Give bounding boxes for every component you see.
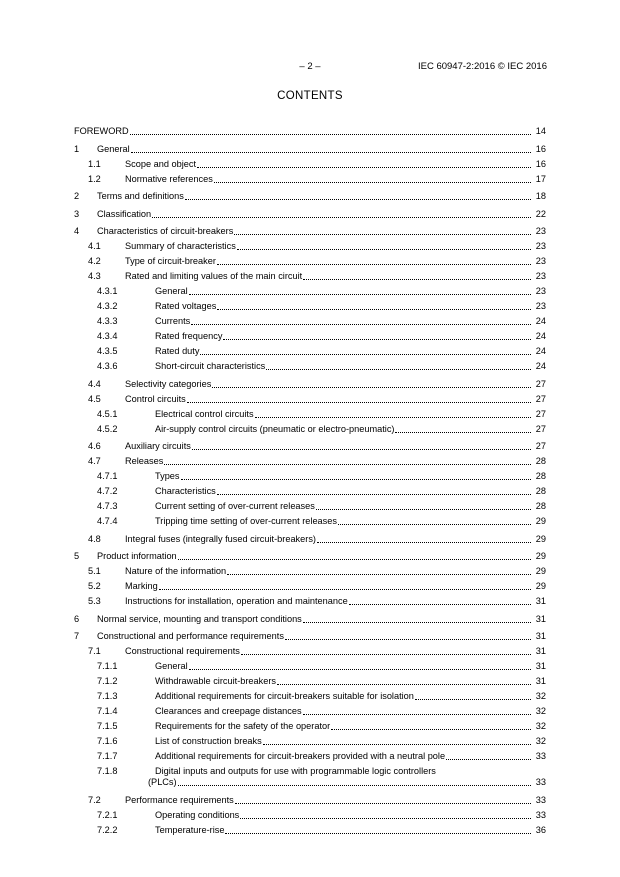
toc-entry[interactable]: [74, 791, 546, 806]
toc-entry-page-number: 17: [535, 173, 546, 184]
dot-leader: [255, 417, 531, 418]
toc-entry-page-number: 32: [535, 706, 546, 716]
toc-entry-page-number: 24: [535, 316, 546, 326]
toc-entry-page-number: 33: [535, 777, 546, 787]
toc-entry-page-number: 31: [535, 613, 546, 624]
dot-leader: [159, 589, 531, 590]
dot-leader: [240, 818, 531, 819]
toc-entry-number: 4.7.1: [97, 471, 118, 481]
toc-entry[interactable]: [74, 342, 546, 357]
dot-leader: [200, 354, 531, 355]
toc-entry[interactable]: [74, 702, 546, 717]
toc-entry[interactable]: [74, 437, 546, 452]
toc-entry-title: FOREWORD: [74, 126, 129, 136]
toc-entry-number: 4: [74, 226, 80, 236]
toc-entry-page-number: 31: [535, 631, 546, 641]
toc-entry-page-number: 27: [535, 441, 546, 451]
toc-entry[interactable]: [74, 237, 546, 252]
toc-entry-title: Constructional requirements: [125, 646, 240, 656]
toc-entry-page-number: 27: [535, 393, 546, 404]
dot-leader: [164, 464, 531, 465]
toc-entry-page-number: 28: [535, 501, 546, 511]
toc-entry-page-number: 36: [535, 824, 546, 835]
toc-entry-title: Current setting of over-current releases: [155, 501, 315, 511]
toc-entry-title: Tripping time setting of over-current releases: [155, 516, 337, 526]
toc-entry-page-number: 29: [535, 533, 546, 544]
toc-entry-number: 6: [74, 613, 80, 624]
toc-entry-number: 4.7.3: [97, 501, 118, 511]
toc-entry[interactable]: [74, 717, 546, 732]
toc-entry-title: Summary of characteristics: [125, 241, 236, 251]
toc-entry[interactable]: [74, 205, 546, 220]
toc-entry-number: 1.1: [88, 158, 101, 169]
dot-leader: [227, 574, 531, 575]
toc-entry-page-number: 23: [535, 271, 546, 281]
toc-entry-title: General: [155, 661, 188, 671]
toc-entry-page-number: 31: [535, 646, 546, 656]
toc-entry-title: Marking: [125, 581, 158, 591]
dot-leader: [263, 744, 531, 745]
toc-entry[interactable]: [74, 762, 546, 788]
toc-entry-title: Integral fuses (integrally fused circuit-breakers): [125, 533, 316, 544]
toc-entry-title: Rated frequency: [155, 331, 223, 341]
toc-entry-title: Characteristics: [155, 486, 216, 496]
dot-leader: [187, 402, 531, 403]
toc-entry-number: 7.2.1: [97, 809, 118, 820]
toc-entry-page-number: 27: [535, 423, 546, 434]
toc-entry[interactable]: [74, 390, 546, 405]
dot-leader: [395, 432, 531, 433]
dot-leader: [152, 217, 531, 218]
toc-entry-title: Short-circuit characteristics: [155, 361, 266, 371]
toc-entry-page-number: 24: [535, 346, 546, 356]
toc-entry-title: Nature of the information: [125, 566, 227, 576]
toc-entry-number: 3: [74, 208, 80, 219]
toc-entry[interactable]: [74, 642, 546, 657]
toc-entry-number: 4.6: [88, 441, 101, 451]
dot-leader: [189, 294, 531, 295]
toc-entry-title: Terms and definitions: [97, 191, 184, 201]
dot-leader: [131, 152, 531, 153]
toc-entry-page-number: 28: [535, 486, 546, 496]
toc-entry[interactable]: [74, 187, 546, 202]
toc-entry-number: 7.1.4: [97, 706, 118, 716]
toc-entry-page-number: 28: [535, 471, 546, 481]
toc-entry-number: 7.1.5: [97, 721, 118, 731]
dot-leader: [185, 199, 531, 200]
toc-entry[interactable]: [74, 821, 546, 836]
toc-entry-page-number: 24: [535, 331, 546, 341]
toc-entry-page-number: 27: [535, 378, 546, 389]
dot-leader: [338, 524, 531, 525]
toc-entry[interactable]: [74, 222, 546, 237]
toc-entry-title: Rated voltages: [155, 301, 217, 311]
toc-entry-title: Withdrawable circuit-breakers: [155, 676, 277, 686]
toc-entry-page-number: 23: [535, 301, 546, 311]
dot-leader: [217, 264, 531, 265]
dot-leader: [303, 714, 531, 715]
toc-entry-number: 5.1: [88, 566, 101, 576]
toc-entry-title: Additional requirements for circuit-breakers suitable for isolation: [155, 691, 414, 701]
dot-leader: [234, 234, 531, 235]
toc-entry-page-number: 31: [535, 676, 546, 686]
dot-leader: [446, 759, 531, 760]
toc-entry-title: Clearances and creepage distances: [155, 706, 302, 716]
dot-leader: [189, 669, 531, 670]
toc-entry-number: 4.4: [88, 378, 101, 389]
toc-entry-number: 7.1.6: [97, 736, 118, 746]
toc-entry-number: 5.3: [88, 596, 101, 606]
toc-entry[interactable]: [74, 482, 546, 497]
toc-entry-number: 7.1.8: [97, 766, 118, 776]
dot-leader: [316, 509, 531, 510]
toc-entry-page-number: 27: [535, 408, 546, 419]
toc-entry[interactable]: [74, 312, 546, 327]
toc-entry-title: Constructional and performance requirements: [97, 631, 284, 641]
toc-entry-number: 4.3.6: [97, 361, 118, 371]
toc-entry-number: 4.5.1: [97, 408, 118, 419]
toc-entry-page-number: 33: [535, 809, 546, 820]
dot-leader: [235, 803, 531, 804]
toc-entry-number: 7.1.7: [97, 751, 118, 761]
toc-entry-title: Normal service, mounting and transport conditions: [97, 613, 302, 624]
toc-entry-title: Normative references: [125, 173, 213, 184]
toc-entry-title: Type of circuit-breaker: [125, 256, 216, 266]
toc-entry-page-number: 24: [535, 361, 546, 371]
toc-entry[interactable]: [74, 252, 546, 267]
dot-leader: [415, 699, 531, 700]
table-of-contents: [74, 122, 546, 836]
toc-entry-title: Electrical control circuits: [155, 408, 254, 419]
dot-leader: [217, 494, 531, 495]
toc-entry[interactable]: [74, 420, 546, 435]
toc-entry[interactable]: [74, 747, 546, 762]
dot-leader: [223, 339, 531, 340]
toc-entry-number: 7.1.1: [97, 661, 118, 671]
toc-entry-title: Selectivity categories: [125, 378, 212, 389]
toc-entry-page-number: 32: [535, 721, 546, 731]
toc-entry-title: Releases: [125, 456, 164, 466]
dot-leader: [349, 604, 531, 605]
toc-entry[interactable]: [74, 672, 546, 687]
dot-leader: [192, 449, 531, 450]
toc-entry-page-number: 33: [535, 794, 546, 805]
toc-entry[interactable]: [74, 547, 546, 562]
dot-leader: [130, 134, 531, 135]
toc-entry[interactable]: [74, 577, 546, 592]
toc-entry-title-line1: Digital inputs and outputs for use with programmable logic controllers: [155, 766, 436, 776]
toc-entry-title: Rated and limiting values of the main circuit: [125, 271, 303, 281]
toc-entry[interactable]: [74, 405, 546, 420]
toc-entry[interactable]: [74, 562, 546, 577]
dot-leader: [212, 387, 531, 388]
dot-leader: [317, 542, 531, 543]
toc-entry-number: 4.5: [88, 393, 101, 404]
toc-entry-title: Operating conditions: [155, 809, 240, 820]
toc-entry-page-number: 14: [535, 126, 546, 136]
toc-entry-number: 7.1.2: [97, 676, 118, 686]
dot-leader: [178, 785, 531, 786]
toc-entry[interactable]: [74, 497, 546, 512]
toc-entry[interactable]: [74, 140, 546, 155]
dot-leader: [303, 279, 531, 280]
toc-entry[interactable]: [74, 282, 546, 297]
dot-leader: [217, 309, 531, 310]
toc-entry-page-number: 16: [535, 158, 546, 169]
toc-entry-title: General: [155, 286, 188, 296]
toc-entry-title: Instructions for installation, operation and maintenance: [125, 596, 348, 606]
toc-entry-number: 5: [74, 551, 80, 561]
toc-entry[interactable]: [74, 452, 546, 467]
toc-entry-page-number: 29: [535, 551, 546, 561]
toc-entry-number: 4.7.2: [97, 486, 118, 496]
dot-leader: [181, 479, 531, 480]
toc-entry[interactable]: [74, 687, 546, 702]
toc-entry[interactable]: [74, 627, 546, 642]
dot-leader: [191, 324, 531, 325]
toc-entry[interactable]: [74, 155, 546, 170]
toc-entry[interactable]: [74, 592, 546, 607]
toc-entry-page-number: 23: [535, 256, 546, 266]
toc-entry-title: General: [97, 143, 130, 154]
toc-entry[interactable]: [74, 467, 546, 482]
toc-entry-page-number: 32: [535, 736, 546, 746]
toc-entry-title: Air-supply control circuits (pneumatic or electro-pneumatic): [155, 423, 395, 434]
dot-leader: [178, 559, 531, 560]
toc-entry-page-number: 23: [535, 226, 546, 236]
toc-entry-number: 7.2: [88, 794, 101, 805]
toc-entry[interactable]: [74, 732, 546, 747]
toc-entry-page-number: 18: [535, 191, 546, 201]
dot-leader: [241, 654, 531, 655]
toc-entry-number: 4.7.4: [97, 516, 118, 526]
toc-entry-page-number: 28: [535, 456, 546, 466]
toc-entry-number: 2: [74, 191, 80, 201]
toc-entry-page-number: 33: [535, 751, 546, 761]
toc-entry-number: 4.3: [88, 271, 101, 281]
toc-entry-title: Characteristics of circuit-breakers: [97, 226, 234, 236]
toc-entry[interactable]: [74, 122, 546, 137]
toc-entry[interactable]: [74, 657, 546, 672]
dot-leader: [331, 729, 531, 730]
toc-entry-page-number: 16: [535, 143, 546, 154]
dot-leader: [237, 249, 531, 250]
toc-entry[interactable]: [74, 357, 546, 372]
toc-entry-title: Types: [155, 471, 180, 481]
page-number-header: – 2 –: [299, 61, 321, 72]
toc-entry-title: Temperature-rise: [155, 824, 225, 835]
toc-entry-number: 4.8: [88, 533, 101, 544]
toc-entry-number: 7: [74, 631, 80, 641]
toc-entry-page-number: 23: [535, 286, 546, 296]
dot-leader: [214, 182, 531, 183]
toc-entry-number: 7.2.2: [97, 824, 118, 835]
dot-leader: [225, 833, 531, 834]
toc-entry-number: 7.1.3: [97, 691, 118, 701]
toc-entry-page-number: 31: [535, 596, 546, 606]
toc-entry[interactable]: [74, 610, 546, 625]
dot-leader: [277, 684, 531, 685]
toc-entry-page-number: 29: [535, 581, 546, 591]
toc-entry-number: 4.1: [88, 241, 101, 251]
toc-entry-title: (PLCs): [148, 777, 177, 787]
toc-entry[interactable]: [74, 375, 546, 390]
toc-entry-title: Product information: [97, 551, 177, 561]
toc-entry[interactable]: [74, 530, 546, 545]
contents-title: CONTENTS: [277, 90, 343, 102]
dot-leader: [266, 369, 531, 370]
dot-leader: [285, 639, 531, 640]
toc-entry-title: Additional requirements for circuit-breakers provided with a neutral pole: [155, 751, 446, 761]
toc-entry-title: Control circuits: [125, 393, 186, 404]
toc-entry[interactable]: [74, 327, 546, 342]
toc-entry-number: 4.3.5: [97, 346, 118, 356]
toc-entry[interactable]: [74, 806, 546, 821]
toc-entry-number: 1.2: [88, 173, 101, 184]
toc-entry-title: Requirements for the safety of the operator: [155, 721, 331, 731]
toc-entry-page-number: 22: [535, 208, 546, 219]
standard-reference-header: IEC 60947-2:2016 © IEC 2016: [417, 61, 547, 72]
toc-entry-title: Classification: [97, 208, 152, 219]
toc-entry-number: 4.3.3: [97, 316, 118, 326]
toc-entry-page-number: 23: [535, 241, 546, 251]
toc-entry-title: Currents: [155, 316, 191, 326]
toc-entry-number: 4.3.4: [97, 331, 118, 341]
toc-entry-page-number: 29: [535, 516, 546, 526]
dot-leader: [197, 167, 531, 168]
toc-entry-title: Rated duty: [155, 346, 200, 356]
toc-entry[interactable]: [74, 512, 546, 527]
toc-entry-title: Performance requirements: [125, 794, 234, 805]
toc-entry-number: 4.2: [88, 256, 101, 266]
toc-entry[interactable]: [74, 267, 546, 282]
toc-entry-number: 4.5.2: [97, 423, 118, 434]
toc-entry-page-number: 29: [535, 566, 546, 576]
toc-entry-page-number: 32: [535, 691, 546, 701]
toc-entry-title: List of construction breaks: [155, 736, 262, 746]
toc-entry-title: Scope and object: [125, 158, 197, 169]
toc-entry-page-number: 31: [535, 661, 546, 671]
dot-leader: [303, 622, 531, 623]
toc-entry-title: Auxiliary circuits: [125, 441, 191, 451]
toc-entry[interactable]: [74, 170, 546, 185]
toc-entry-number: 5.2: [88, 581, 101, 591]
toc-entry-number: 4.3.1: [97, 286, 118, 296]
toc-entry-number: 4.7: [88, 456, 101, 466]
toc-entry-number: 1: [74, 143, 80, 154]
toc-entry-number: 4.3.2: [97, 301, 118, 311]
toc-entry-number: 7.1: [88, 646, 101, 656]
toc-entry[interactable]: [74, 297, 546, 312]
